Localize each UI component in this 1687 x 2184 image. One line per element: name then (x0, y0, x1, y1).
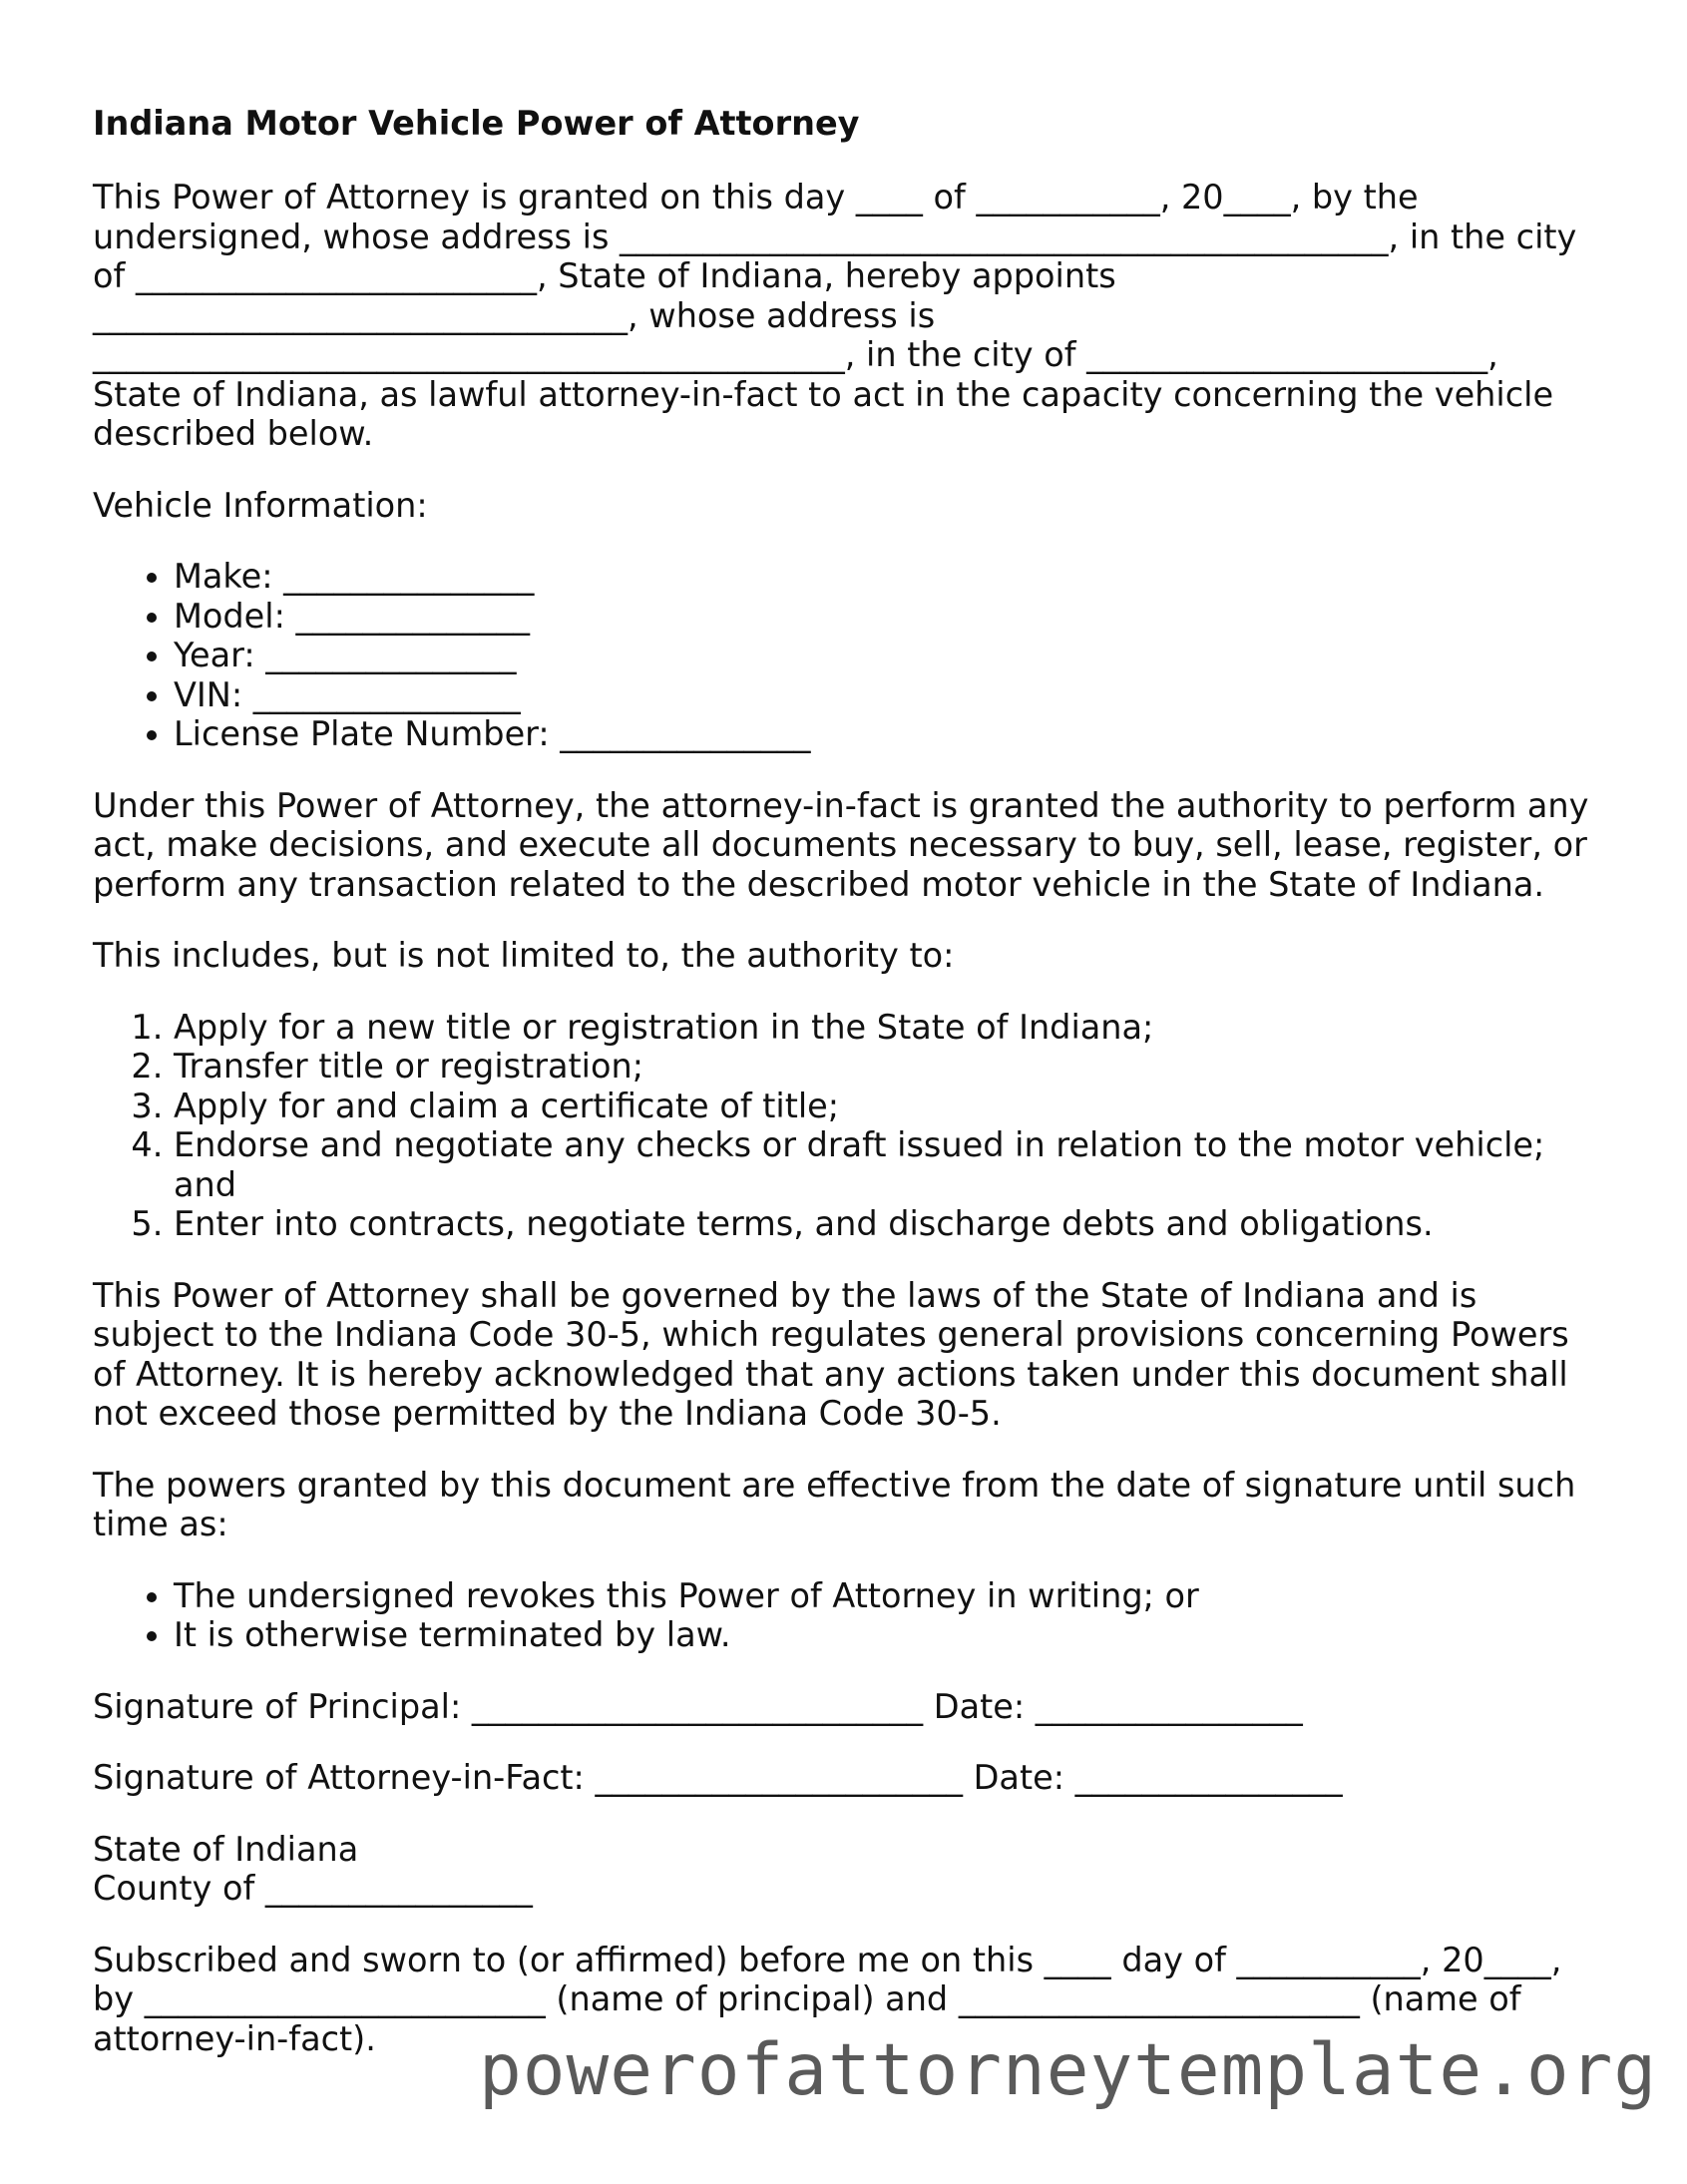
vehicle-make-item: • Make: _______________ (174, 557, 1594, 597)
vehicle-heading: Vehicle Information: (93, 485, 428, 525)
attorney-signature-line: Signature of Attorney-in-Fact: ______________________ Date: ________________ (93, 1758, 1343, 1797)
vehicle-plate-item: • License Plate Number: _______________ (174, 714, 1594, 754)
includes-paragraph: This includes, but is not limited to, the authority to: (93, 936, 955, 975)
effective-paragraph: The powers granted by this document are effective from the date of signature until such time as: (93, 1465, 1576, 1543)
effective-condition-item: • The undersigned revokes this Power of Attorney in writing; or (174, 1576, 1594, 1616)
vehicle-model-item: • Model: ______________ (174, 597, 1594, 637)
vehicle-vin-item: • VIN: ________________ (174, 675, 1594, 715)
vehicle-info-list (93, 557, 1594, 754)
governed-paragraph: This Power of Attorney shall be governed by the laws of the State of Indiana and is subject to the Indiana Code 30-5, which regulates general provisions concerning Powers of Attorney. It is hereby acknowledged that any actions taken under this document shall not exceed those permitted by the Indiana Code 30-5. (93, 1275, 1569, 1433)
authority-item: 3. Apply for and claim a certificate of title; (174, 1087, 1594, 1126)
effective-condition-item: • It is otherwise terminated by law. (174, 1615, 1594, 1655)
intro-paragraph: This Power of Attorney is granted on this day ____ of ___________, 20____, by the undersigned, whose address is ______________________________________________, in the city of ________________________, State of Indiana, hereby appoints ________________________________, whose address is _____________________________________________, in the city of ________________________, State of Indiana, as lawful attorney-in-fact to act in the capacity concerning the vehicle described below. (93, 178, 1577, 453)
document-title: Indiana Motor Vehicle Power of Attorney (93, 104, 860, 143)
authority-item: 1. Apply for a new title or registration in the State of Indiana; (174, 1008, 1594, 1048)
authority-item: 2. Transfer title or registration; (174, 1047, 1594, 1087)
sworn-paragraph: Subscribed and sworn to (or affirmed) before me on this ____ day of ___________, 20____, by ________________________ (name of principal) and ________________________ (name of attorney-in-fact). (93, 1940, 1562, 2058)
authority-list (93, 1008, 1594, 1244)
authority-item: 5. Enter into contracts, negotiate terms, and discharge debts and obligations. (174, 1204, 1594, 1244)
effective-conditions-list (93, 1576, 1594, 1655)
authority-item: 4. Endorse and negotiate any checks or draft issued in relation to the motor vehicle; and (174, 1125, 1594, 1204)
notary-venue (93, 1830, 1594, 1909)
document-page (93, 104, 1594, 2090)
site-watermark: powerofattorneytemplate.org (479, 2028, 1658, 2111)
county-line: County of ________________ (93, 1869, 533, 1908)
principal-signature-line: Signature of Principal: ___________________________ Date: ________________ (93, 1686, 1303, 1726)
authority-paragraph: Under this Power of Attorney, the attorney-in-fact is granted the authority to perform any act, make decisions, and execute all documents necessary to buy, sell, lease, register, or perform any transaction related to the described motor vehicle in the State of Indiana. (93, 785, 1589, 904)
state-line: State of Indiana (93, 1829, 359, 1869)
vehicle-year-item: • Year: _______________ (174, 636, 1594, 675)
